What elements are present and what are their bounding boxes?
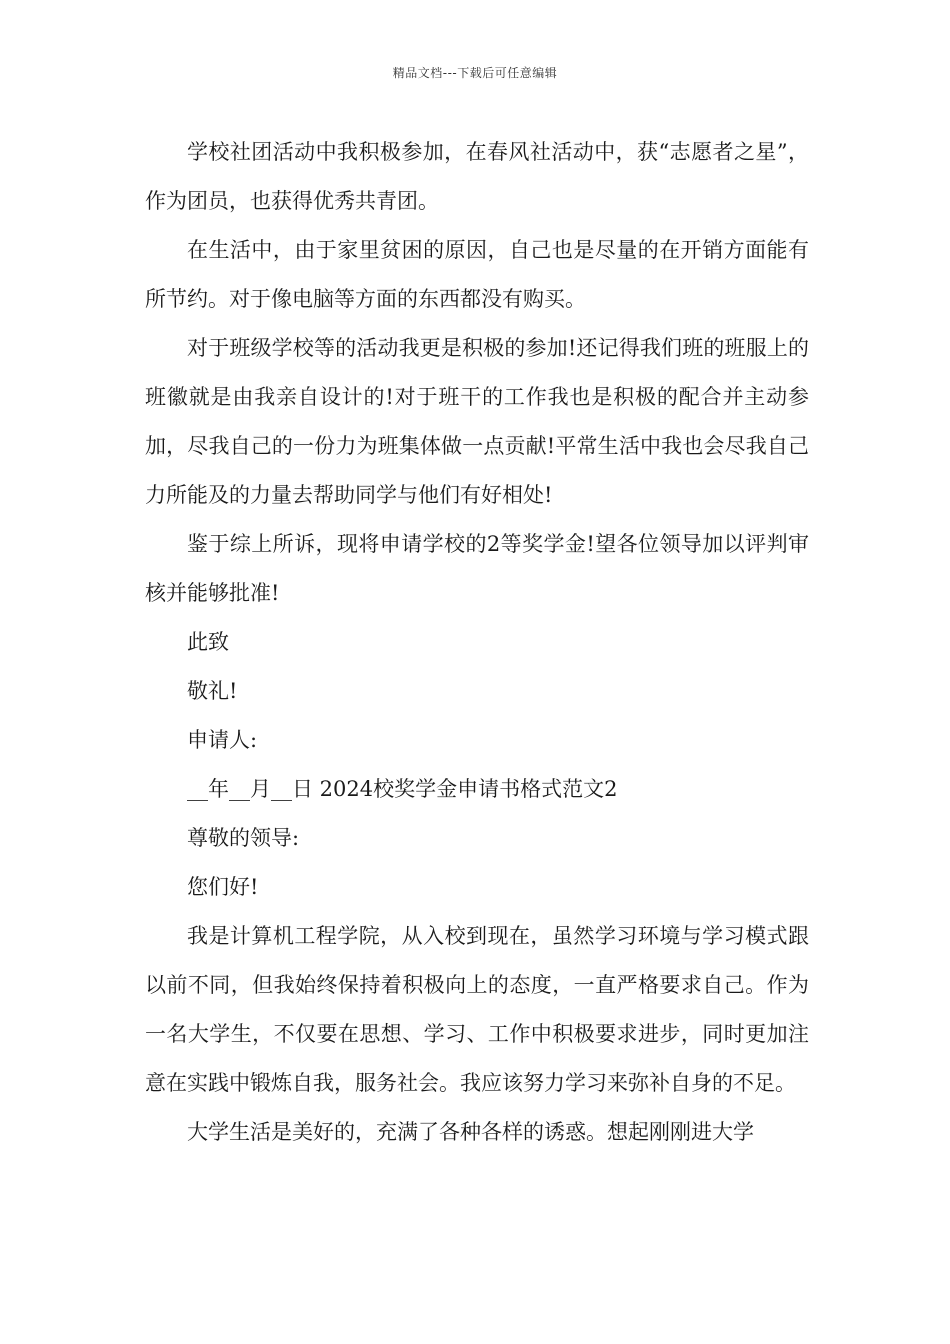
paragraph-club-activities: 学校社团活动中我积极参加，在春风社活动中，获“志愿者之星”，作为团员，也获得优秀共青团。 xyxy=(145,140,809,213)
paragraph-daily-life: 在生活中，由于家里贫困的原因，自己也是尽量的在开销方面能有所节约。对于像电脑等方面的东西都没有购买。 xyxy=(145,238,809,311)
paragraph-self-introduction: 我是计算机工程学院，从入校到现在，虽然学习环境与学习模式跟以前不同，但我始终保持着积极向上的态度，一直严格要求自己。作为一名大学生，不仅要在思想、学习、工作中积极要求进步，同时更加注意在实践中锻炼自我，服务社会。我应该努力学习来弥补自身的不足。 xyxy=(145,924,809,1095)
date-and-title-line: __年__月__日 2024校奖学金申请书格式范文2 xyxy=(187,777,618,801)
paragraph-class-activities: 对于班级学校等的活动我更是积极的参加!还记得我们班的班服上的班徽就是由我亲自设计的!对于班干的工作我也是积极的配合并主动参加，尽我自己的一份力为班集体做一点贡献!平常生活中我也会尽我自己力所能及的力量去帮助同学与他们有好相处! xyxy=(145,336,809,507)
paragraph-application-request: 鉴于综上所诉，现将申请学校的2等奖学金!望各位领导加以评判审核并能够批准! xyxy=(145,532,809,605)
closing-line-1: 此致 xyxy=(187,630,229,654)
greeting-line: 您们好! xyxy=(187,875,259,899)
applicant-line: 申请人: xyxy=(187,728,258,752)
document-body xyxy=(145,128,809,1157)
paragraph-college-life: 大学生活是美好的，充满了各种各样的诱惑。想起刚刚进大学 xyxy=(187,1120,754,1144)
closing-line-2: 敬礼! xyxy=(187,679,238,703)
page-header: 精品文档---下载后可任意编辑 xyxy=(392,66,558,80)
salutation-line: 尊敬的领导: xyxy=(187,826,300,850)
